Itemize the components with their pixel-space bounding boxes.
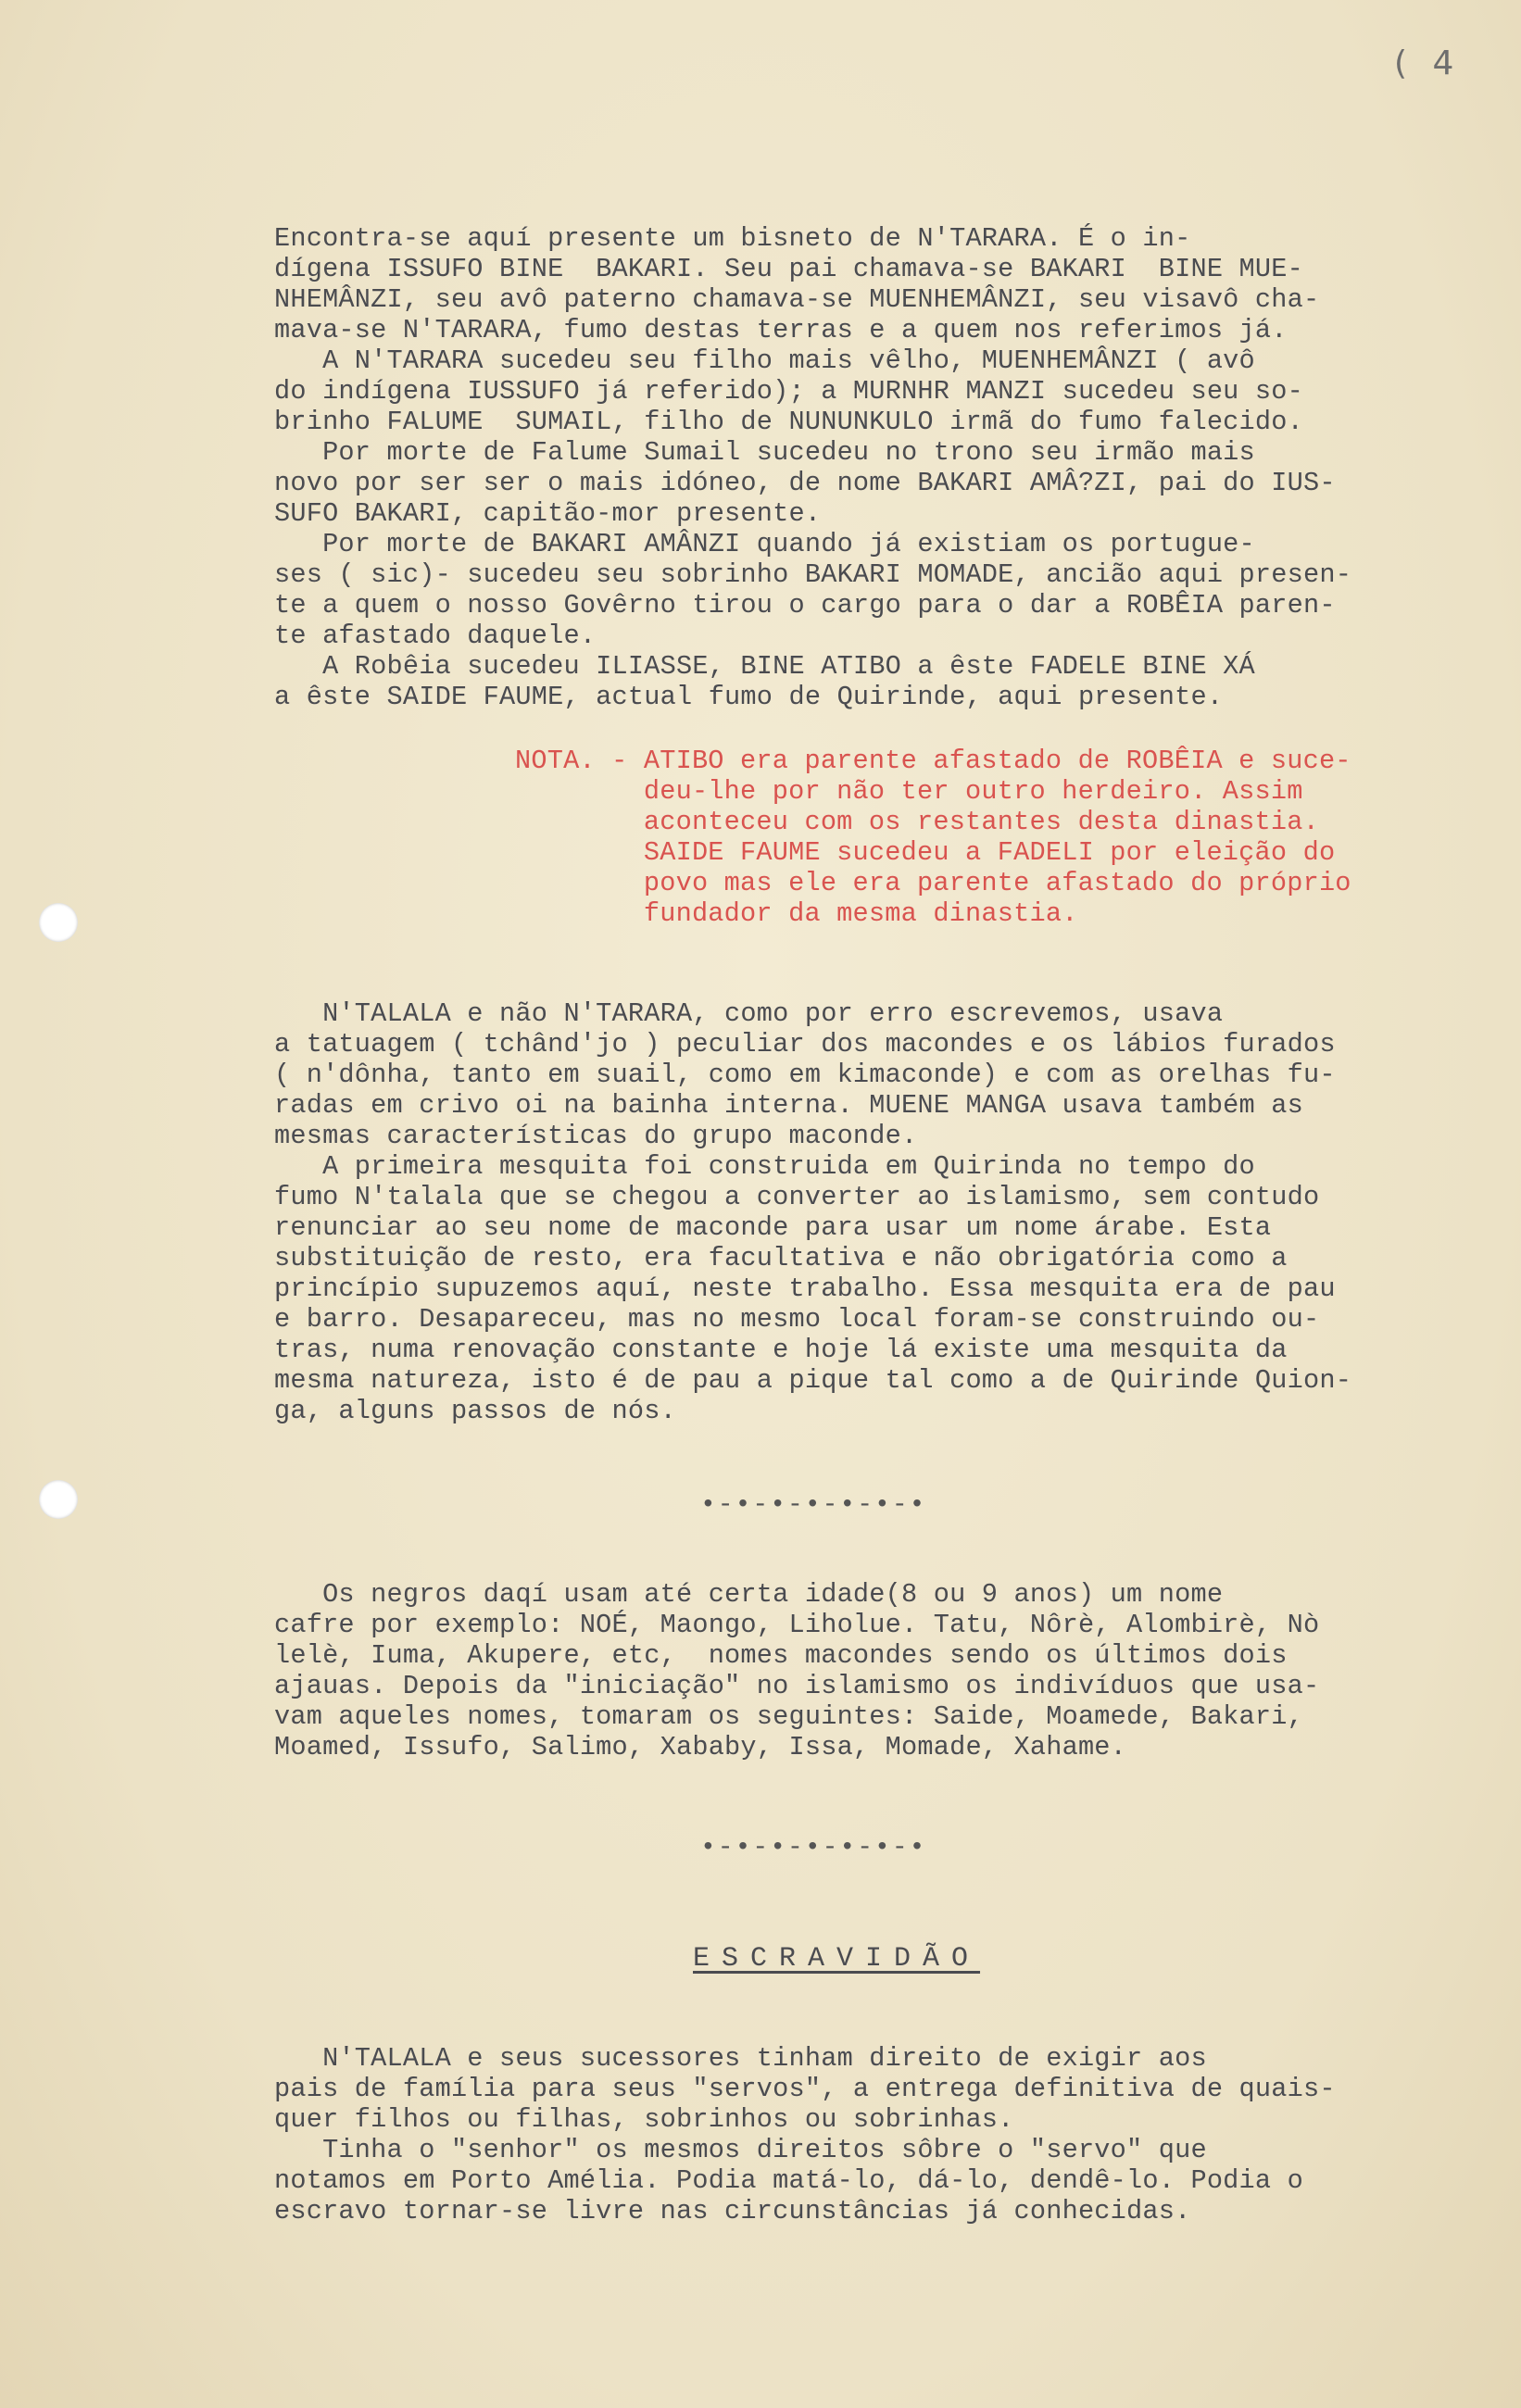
text-line: NOTA. - ATIBO era parente afastado de ROBÊIA e suce-	[515, 746, 1351, 776]
text-line: cafre por exemplo: NOÉ, Maongo, Liholue. Tatu, Nôrè, Alombirè, Nò	[274, 1610, 1320, 1640]
punch-hole	[39, 1480, 78, 1519]
text-line: Tinha o "senhor" os mesmos direitos sôbre o "servo" que	[274, 2135, 1207, 2165]
text-line: pais de família para seus "servos", a entrega definitiva de quais-	[274, 2074, 1336, 2104]
text-line: renunciar ao seu nome de maconde para usar um nome árabe. Esta	[274, 1212, 1272, 1243]
section-heading: ESCRAVIDÃO	[693, 1943, 981, 1975]
text-line: A Robêia sucedeu ILIASSE, BINE ATIBO a êste FADELE BINE XÁ	[274, 651, 1255, 682]
text-line: brinho FALUME SUMAIL, filho de NUNUNKULO irmã do fumo falecido.	[274, 407, 1303, 437]
text-line: SUFO BAKARI, capitão-mor presente.	[274, 498, 822, 529]
text-line: te afastado daquele.	[274, 621, 597, 651]
text-line: ses ( sic)- sucedeu seu sobrinho BAKARI MOMADE, ancião aqui presen-	[274, 559, 1352, 590]
text-line: A N'TARARA sucedeu seu filho mais vêlho, MUENHEMÂNZI ( avô	[274, 345, 1255, 376]
text-line: Por morte de BAKARI AMÂNZI quando já existiam os portugue-	[274, 529, 1255, 559]
text-line: do indígena IUSSUFO já referido); a MURNHR MANZI sucedeu seu so-	[274, 376, 1303, 407]
text-line: ( n'dônha, tanto em suail, como em kimaconde) e com as orelhas fu-	[274, 1060, 1336, 1090]
text-line: escravo tornar-se livre nas circunstâncias já conhecidas.	[274, 2196, 1191, 2226]
text-line: Moamed, Issufo, Salimo, Xababy, Issa, Momade, Xahame.	[274, 1732, 1127, 1762]
separator-line: •-•-•-•-•-•-•	[700, 1491, 927, 1520]
text-line: dígena ISSUFO BINE BAKARI. Seu pai chamava-se BAKARI BINE MUE-	[274, 254, 1303, 284]
text-line: SAIDE FAUME sucedeu a FADELI por eleição do	[515, 837, 1336, 868]
text-line: substituição de resto, era facultativa e não obrigatória como a	[274, 1243, 1288, 1273]
text-line: Encontra-se aquí presente um bisneto de N'TARARA. É o in-	[274, 223, 1191, 254]
text-line: vam aqueles nomes, tomaram os seguintes: Saide, Moamede, Bakari,	[274, 1701, 1303, 1732]
text-line: aconteceu com os restantes desta dinastia.	[515, 807, 1319, 837]
text-line: ga, alguns passos de nós.	[274, 1396, 676, 1426]
separator-line: •-•-•-•-•-•-•	[700, 1834, 927, 1862]
text-line: mesma natureza, isto é de pau a pique tal como a de Quirinde Quion-	[274, 1365, 1352, 1396]
text-line: lelè, Iuma, Akupere, etc, nomes macondes sendo os últimos dois	[274, 1640, 1288, 1671]
text-line: N'TALALA e seus sucessores tinham direito de exigir aos	[274, 2043, 1207, 2074]
text-line: a tatuagem ( tchând'jo ) peculiar dos macondes e os lábios furados	[274, 1029, 1336, 1060]
text-line: fundador da mesma dinastia.	[515, 898, 1078, 929]
text-line: novo por ser ser o mais idóneo, de nome BAKARI AMÂ?ZI, pai do IUS-	[274, 468, 1336, 498]
text-line: te a quem o nosso Govêrno tirou o cargo para o dar a ROBÊIA paren-	[274, 590, 1336, 621]
text-line: N'TALALA e não N'TARARA, como por erro escrevemos, usava	[274, 998, 1224, 1029]
text-line: e barro. Desapareceu, mas no mesmo local foram-se construindo ou-	[274, 1304, 1320, 1335]
text-line: tras, numa renovação constante e hoje lá existe uma mesquita da	[274, 1335, 1288, 1365]
paragraph-slavery	[274, 2043, 1506, 2226]
text-line: NHEMÂNZI, seu avô paterno chamava-se MUENHEMÂNZI, seu visavô cha-	[274, 284, 1320, 315]
text-line: deu-lhe por não ter outro herdeiro. Assim	[515, 776, 1303, 807]
paragraph-names	[274, 1579, 1506, 1762]
text-line: radas em crivo oi na bainha interna. MUENE MANGA usava também as	[274, 1090, 1303, 1121]
note-red-annotation	[515, 746, 1506, 929]
page-number: ( 4	[1394, 44, 1462, 82]
text-line: Os negros daqí usam até certa idade(8 ou 9 anos) um nome	[274, 1579, 1224, 1610]
text-line: quer filhos ou filhas, sobrinhos ou sobrinhas.	[274, 2104, 1014, 2135]
text-line: a êste SAIDE FAUME, actual fumo de Quirinde, aqui presente.	[274, 682, 1224, 712]
text-line: ajauas. Depois da "iniciação" no islamismo os indivíduos que usa-	[274, 1671, 1320, 1701]
paragraph-succession	[274, 223, 1506, 712]
text-line: mesmas características do grupo maconde.	[274, 1121, 918, 1151]
text-line: A primeira mesquita foi construida em Quirinda no tempo do	[274, 1151, 1255, 1182]
paragraph-tattoo-mosque	[274, 998, 1506, 1426]
text-line: notamos em Porto Amélia. Podia matá-lo, dá-lo, dendê-lo. Podia o	[274, 2165, 1303, 2196]
text-line: princípio supuzemos aquí, neste trabalho. Essa mesquita era de pau	[274, 1273, 1336, 1304]
punch-hole	[39, 903, 78, 942]
text-line: Por morte de Falume Sumail sucedeu no trono seu irmão mais	[274, 437, 1255, 468]
text-line: fumo N'talala que se chegou a converter ao islamismo, sem contudo	[274, 1182, 1320, 1212]
text-line: povo mas ele era parente afastado do próprio	[515, 868, 1351, 898]
text-line: mava-se N'TARARA, fumo destas terras e a quem nos referimos já.	[274, 315, 1288, 345]
